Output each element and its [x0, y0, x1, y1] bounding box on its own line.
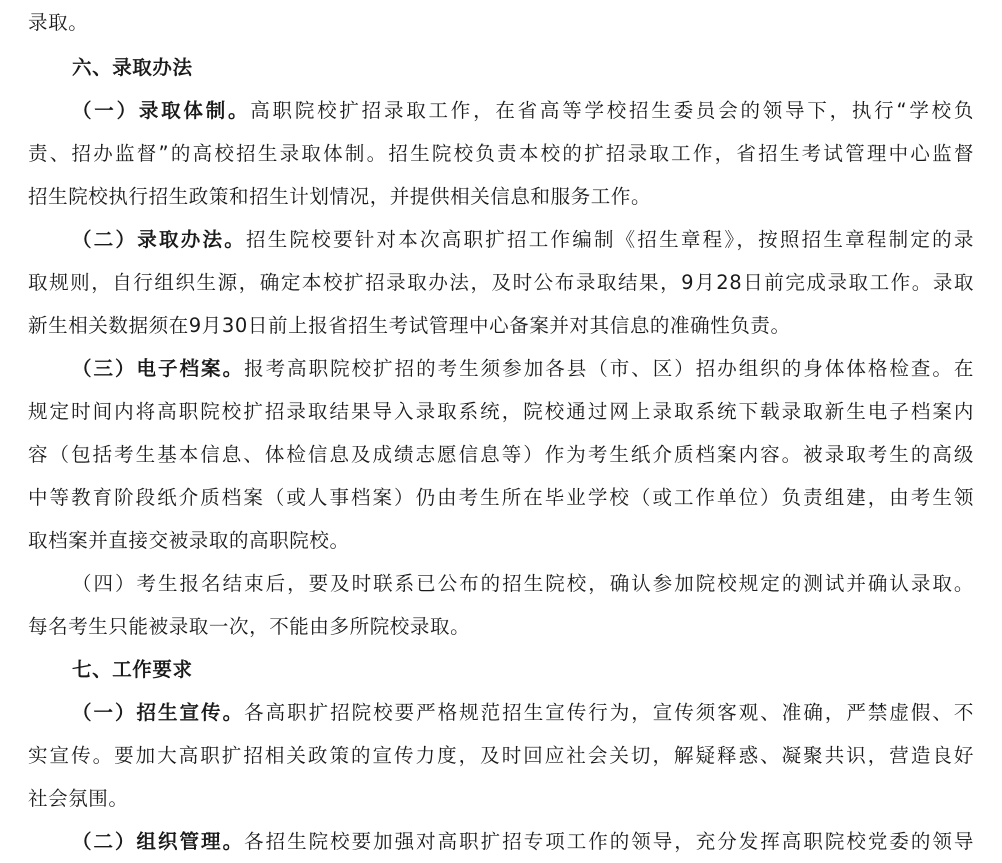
paragraph-registration-line1: （四）考生报名结束后，要及时联系已公布的招生院校，确认参加院校规定的测试并确认录取。: [72, 572, 974, 595]
paragraph-text: 各招生院校要加强对高职扩招专项工作的领导，充分发挥高职院校党委的领导: [244, 830, 974, 853]
section-heading-admission-method: 六、录取办法: [72, 56, 193, 79]
paragraph-publicity-line1: [28, 691, 974, 734]
paragraph-text: 各高职扩招院校要严格规范招生宣传行为，宣传须客观、准确，严禁虚假、不: [244, 701, 974, 724]
document-body: [28, 0, 974, 863]
paragraph-electronic-archive-line2: 规定时间内将高职院校扩招录取结果导入录取系统，院校通过网上录取系统下载录取新生电子档案内: [28, 400, 974, 423]
paragraph-electronic-archive-line4: 中等教育阶段纸介质档案（或人事档案）仍由考生所在毕业学校（或工作单位）负责组建，由考生领: [28, 486, 974, 509]
paragraph-title: （二）录取办法。: [72, 228, 246, 251]
paragraph-registration-line2: 每名考生只能被录取一次，不能由多所院校录取。: [28, 615, 471, 638]
paragraph-electronic-archive-line3: 容（包括考生基本信息、体检信息及成绩志愿信息等）作为考生纸介质档案内容。被录取考生的高级: [28, 443, 974, 466]
paragraph-title: （三）电子档案。: [72, 357, 245, 380]
paragraph-electronic-archive-line5: 取档案并直接交被录取的高职院校。: [28, 529, 350, 552]
section-heading-work-requirements: 七、工作要求: [72, 658, 193, 681]
paragraph-title: （一）录取体制。: [72, 99, 251, 122]
paragraph-admission-rules-line3: 新生相关数据须在9月30日前上报省招生考试管理中心备案并对其信息的准确性负责。: [28, 314, 791, 337]
paragraph-title: （一）招生宣传。: [72, 701, 245, 724]
paragraph-admission-system-line1: [28, 89, 974, 132]
paragraph-admission-rules-line1: [28, 218, 974, 261]
paragraph-text: 招生院校要针对本次高职扩招工作编制《招生章程》，按照招生章程制定的录: [245, 228, 974, 251]
paragraph-text: 报考高职院校扩招的考生须参加各县（市、区）招办组织的身体体格检查。在: [244, 357, 974, 380]
paragraph-organization-line1: [28, 820, 974, 863]
intro-tail: 录取。: [28, 11, 89, 34]
paragraph-publicity-line3: 社会氛围。: [28, 787, 129, 810]
paragraph-admission-rules-line2: 取规则，自行组织生源，确定本校扩招录取办法，及时公布录取结果，9月28日前完成录取工作。录取: [28, 271, 974, 294]
paragraph-electronic-archive-line1: [28, 347, 974, 390]
paragraph-text: 高职院校扩招录取工作，在省高等学校招生委员会的领导下，执行“学校负: [250, 99, 974, 122]
paragraph-admission-system-line2: 责、招办监督”的高校招生录取体制。招生院校负责本校的扩招录取工作，省招生考试管理中心监督: [28, 142, 974, 165]
paragraph-publicity-line2: 实宣传。要加大高职扩招相关政策的宣传力度，及时回应社会关切，解疑释惑、凝聚共识，营造良好: [28, 744, 974, 767]
paragraph-title: （二）组织管理。: [72, 830, 245, 853]
paragraph-admission-system-line3: 招生院校执行招生政策和招生计划情况，并提供相关信息和服务工作。: [28, 185, 652, 208]
